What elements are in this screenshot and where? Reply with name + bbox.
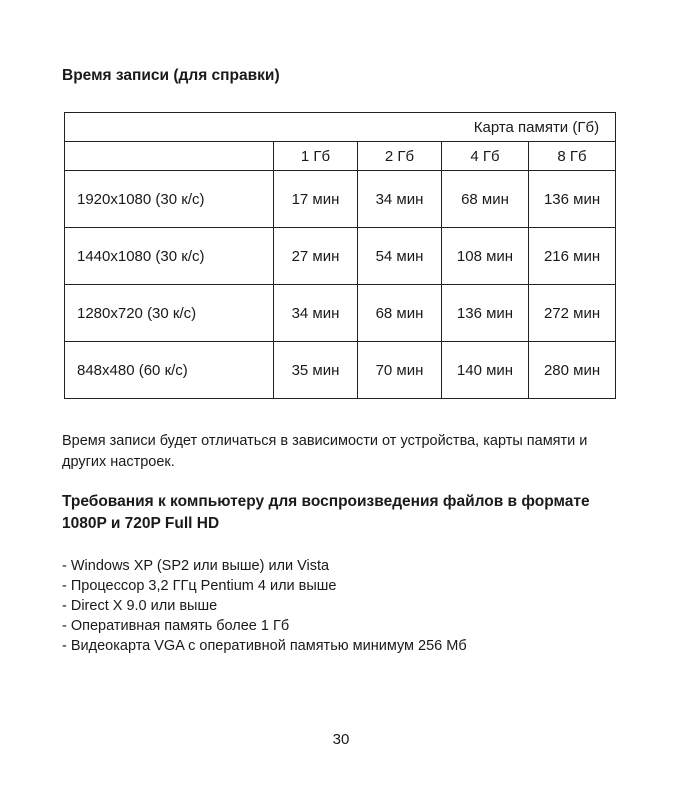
time-cell: 140 мин: [442, 342, 529, 399]
list-item: - Windows XP (SP2 или выше) или Vista: [62, 558, 330, 574]
time-cell: 54 мин: [358, 228, 442, 285]
size-1gb: 1 Гб: [274, 142, 358, 171]
time-cell: 27 мин: [274, 228, 358, 285]
size-header-row: [65, 142, 616, 171]
list-item: - Видеокарта VGA с оперативной памятью минимум 256 Мб: [62, 638, 467, 654]
memory-header-row: [65, 113, 616, 142]
recording-time-note: Время записи будет отличаться в зависимости от устройства, карты памяти и других настроек.: [62, 433, 588, 470]
resolution-cell: 1280x720 (30 к/с): [65, 285, 274, 342]
list-item: - Процессор 3,2 ГГц Pentium 4 или выше: [62, 578, 337, 594]
requirements-heading: Требования к компьютеру для воспроизведения файлов в формате 1080P и 720P Full HD: [62, 493, 590, 532]
time-cell: 34 мин: [358, 171, 442, 228]
time-cell: 136 мин: [442, 285, 529, 342]
list-item: - Оперативная память более 1 Гб: [62, 618, 290, 634]
list-item: - Direct X 9.0 или выше: [62, 598, 218, 614]
table-row: [65, 171, 616, 228]
resolution-cell: 848x480 (60 к/с): [65, 342, 274, 399]
resolution-cell: 1920x1080 (30 к/с): [65, 171, 274, 228]
table-row: [65, 285, 616, 342]
recording-time-table: [64, 112, 616, 399]
memory-card-header: Карта памяти (Гб): [65, 113, 616, 142]
time-cell: 108 мин: [442, 228, 529, 285]
time-cell: 68 мин: [442, 171, 529, 228]
page-number: 30: [332, 731, 350, 748]
resolution-cell: 1440x1080 (30 к/с): [65, 228, 274, 285]
time-cell: 272 мин: [529, 285, 616, 342]
time-cell: 68 мин: [358, 285, 442, 342]
time-cell: 35 мин: [274, 342, 358, 399]
size-4gb: 4 Гб: [442, 142, 529, 171]
time-cell: 34 мин: [274, 285, 358, 342]
time-cell: 216 мин: [529, 228, 616, 285]
size-2gb: 2 Гб: [358, 142, 442, 171]
requirements-list: [62, 556, 467, 656]
table-row: [65, 342, 616, 399]
time-cell: 17 мин: [274, 171, 358, 228]
time-cell: 280 мин: [529, 342, 616, 399]
time-cell: 70 мин: [358, 342, 442, 399]
table-row: [65, 228, 616, 285]
time-cell: 136 мин: [529, 171, 616, 228]
size-8gb: 8 Гб: [529, 142, 616, 171]
empty-corner-cell: [65, 142, 274, 171]
recording-time-heading: Время записи (для справки): [62, 67, 280, 84]
